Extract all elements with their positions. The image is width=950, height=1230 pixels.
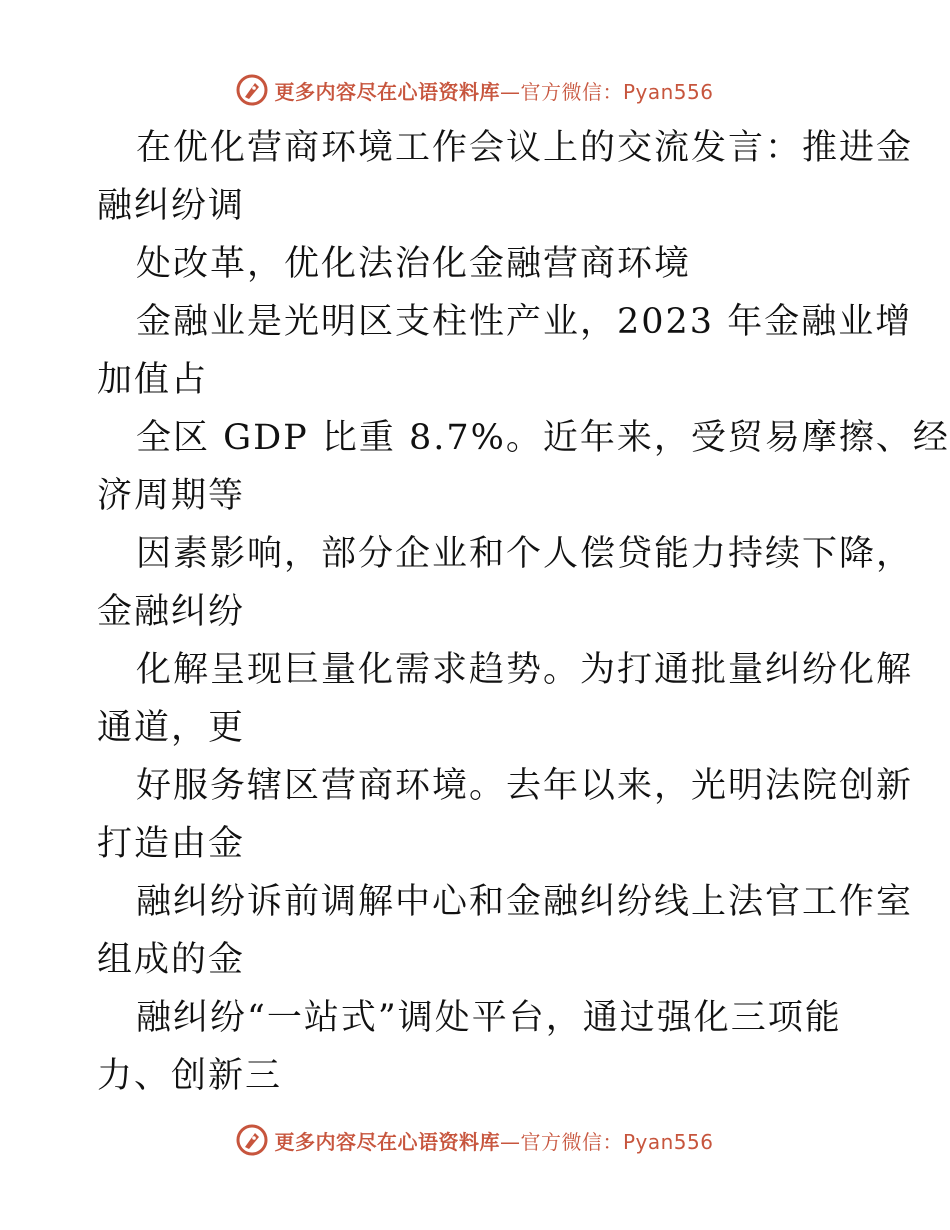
pen-nib-logo-icon <box>236 74 268 106</box>
text-line: 融纠纷诉前调解中心和金融纠纷线上法官工作室 <box>136 882 914 922</box>
pen-nib-logo-icon <box>236 1124 268 1156</box>
header-watermark <box>0 70 950 110</box>
header-watermark-text <box>274 76 713 105</box>
text-line: 好服务辖区营商环境。去年以来，光明法院创新 <box>136 766 914 806</box>
text-line: 通道，更 <box>97 708 246 748</box>
header-dash: — <box>499 79 521 104</box>
text-line: 因素影响，部分企业和个人偿贷能力持续下降， <box>136 534 914 574</box>
text-line: 在优化营商环境工作会议上的交流发言：推进金 <box>136 128 914 168</box>
text-line: 加值占 <box>97 360 209 400</box>
text-line: 打造由金 <box>97 824 246 864</box>
header-contact: 官方微信：Pyan556 <box>520 79 714 104</box>
text-line: 金融纠纷 <box>97 592 246 632</box>
header-brand: 更多内容尽在心语资料库 <box>274 79 500 104</box>
text-line: 全区 GDP 比重 8.7%。近年来，受贸易摩擦、经 <box>136 418 950 458</box>
text-line: 力、创新三 <box>97 1056 283 1096</box>
footer-brand: 更多内容尽在心语资料库 <box>274 1129 500 1154</box>
text-line: 化解呈现巨量化需求趋势。为打通批量纠纷化解 <box>136 650 914 690</box>
text-line: 处改革，优化法治化金融营商环境 <box>136 244 692 284</box>
text-line: 融纠纷“一站式”调处平台，通过强化三项能 <box>136 998 842 1038</box>
footer-contact: 官方微信：Pyan556 <box>520 1129 714 1154</box>
footer-dash: — <box>499 1129 521 1154</box>
text-line: 融纠纷调 <box>97 186 246 226</box>
text-line: 金融业是光明区支柱性产业，2023 年金融业增 <box>136 302 913 342</box>
text-line: 济周期等 <box>97 476 246 516</box>
footer-watermark-text <box>274 1126 713 1155</box>
text-line: 组成的金 <box>97 940 246 980</box>
footer-watermark <box>0 1120 950 1160</box>
